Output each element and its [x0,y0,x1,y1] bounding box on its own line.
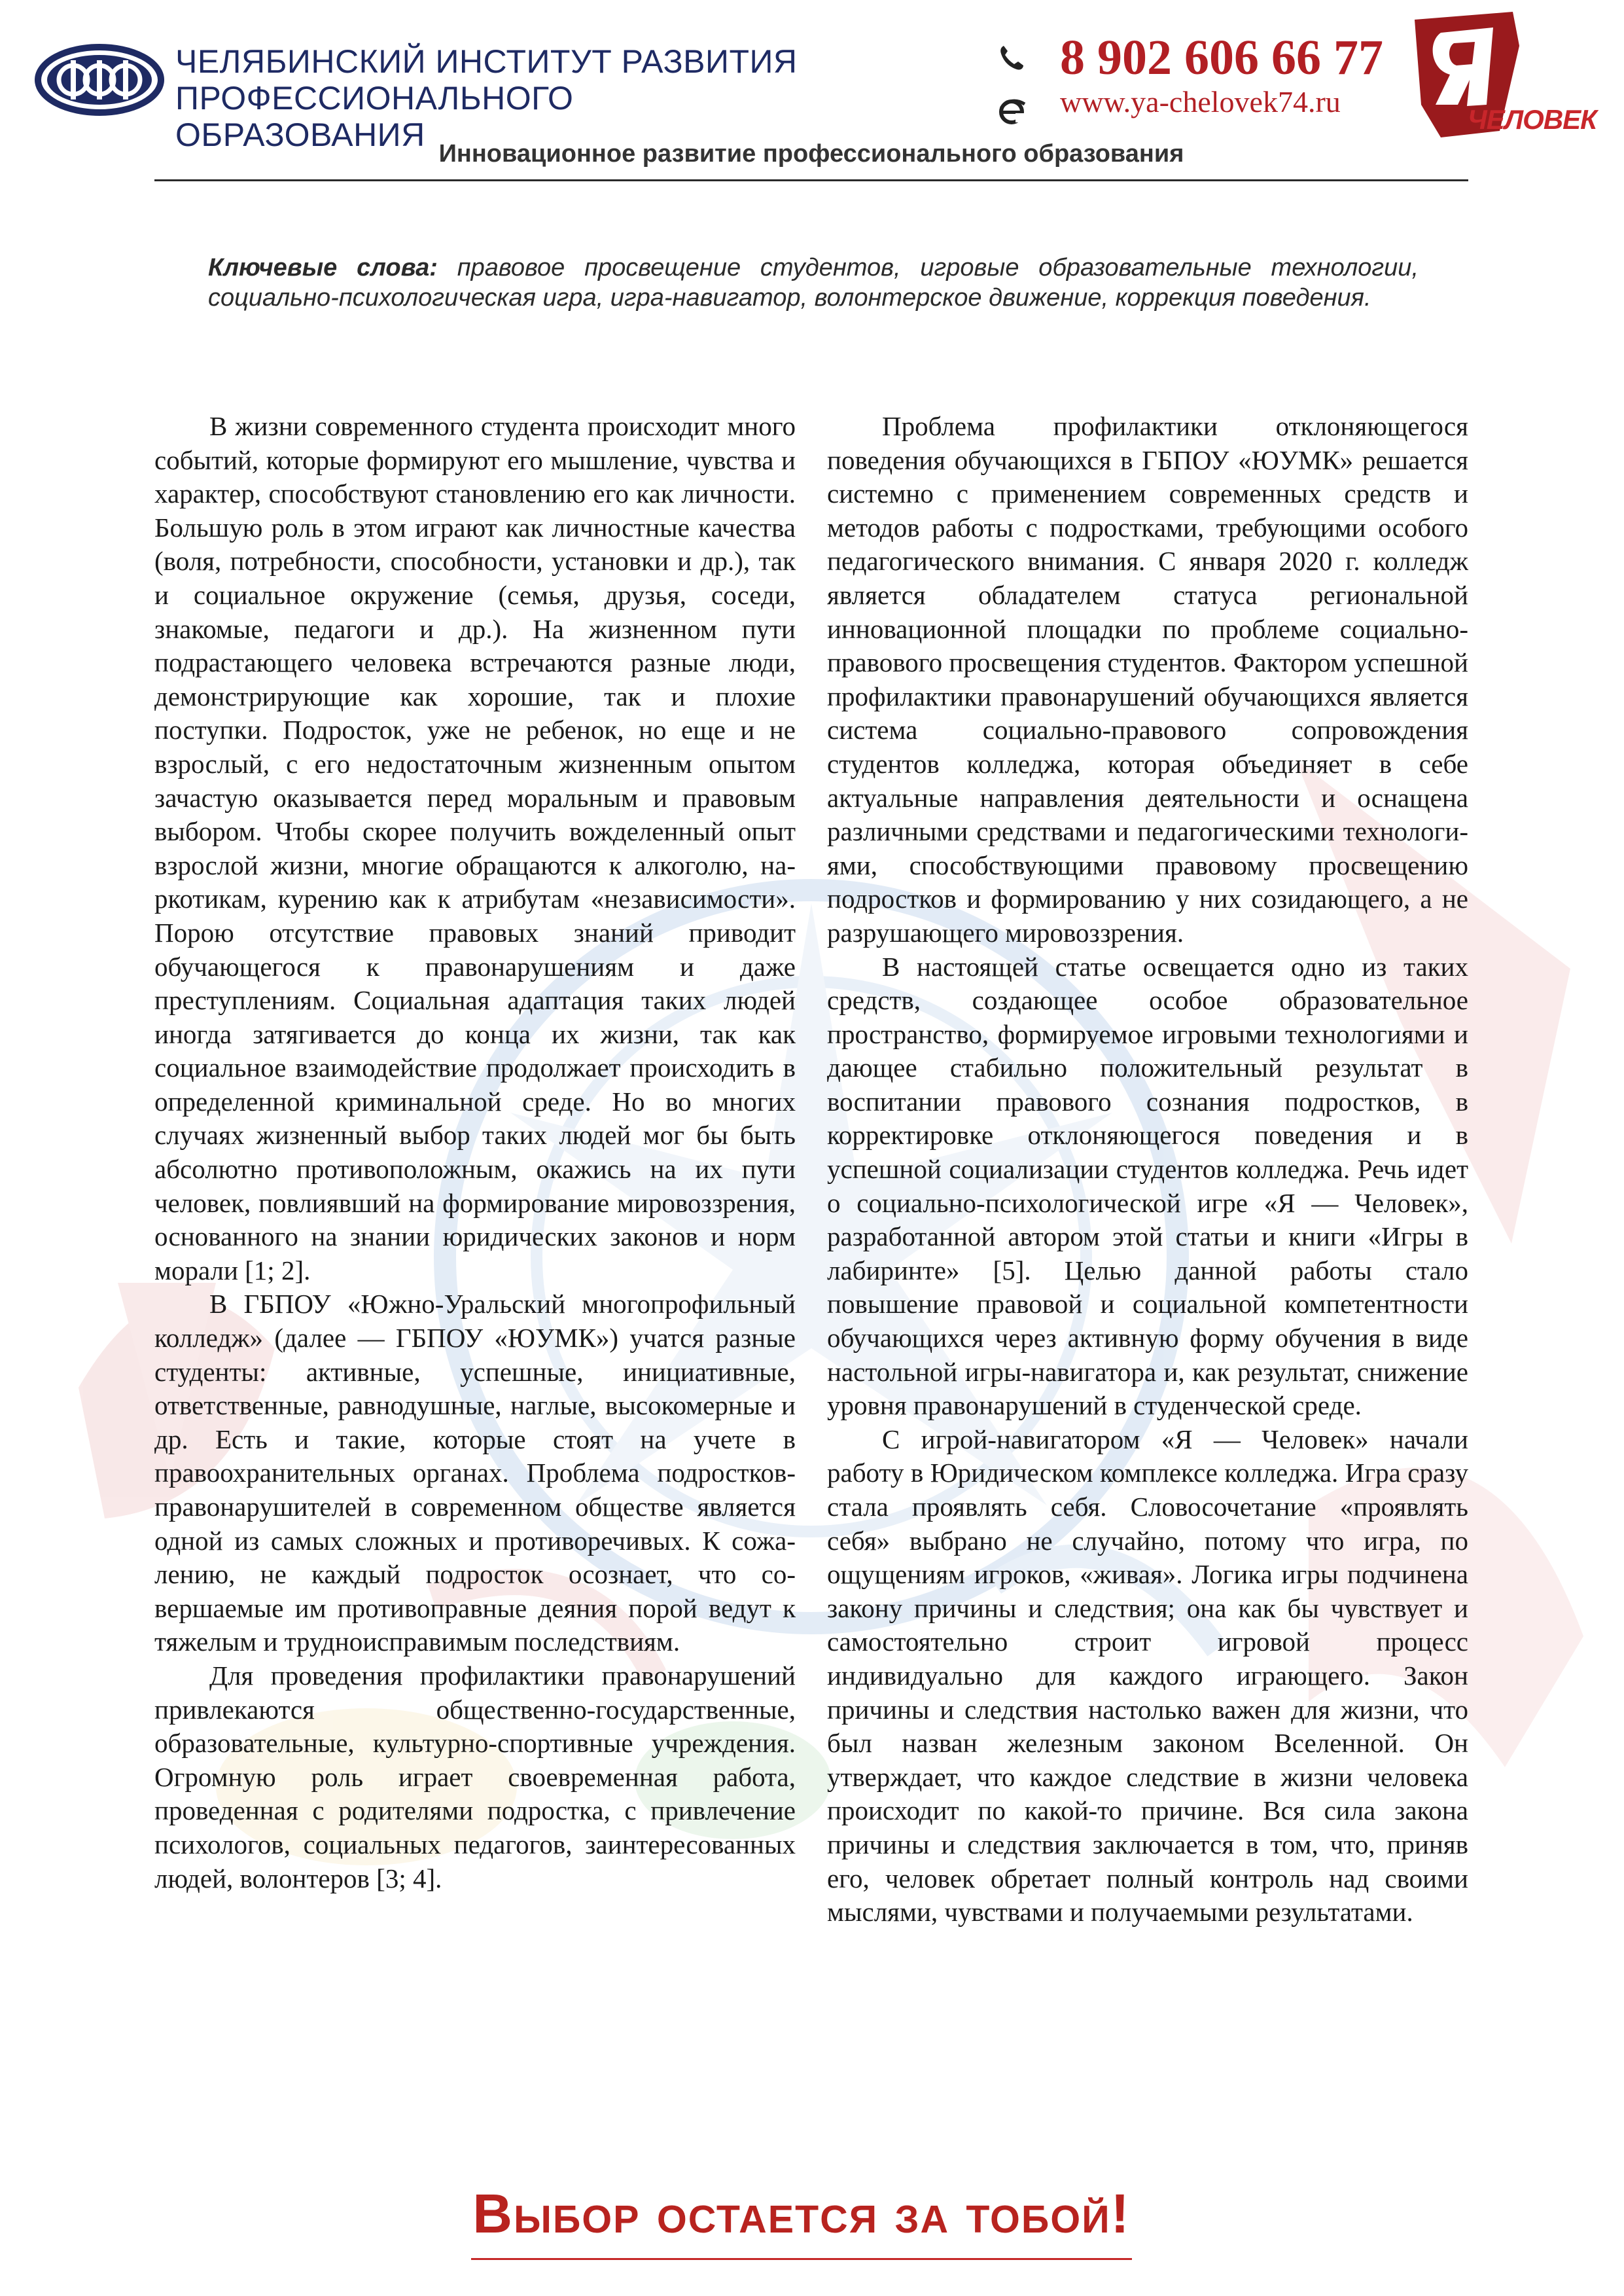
website-link[interactable]: www.ya-chelovek74.ru [1060,85,1341,118]
keywords-block [208,253,1419,313]
footer-slogan: Выбор остается за тобой! [472,2183,1131,2244]
article-left-column [154,410,796,1895]
paragraph: В ГБПОУ «Южно-Уральский многопрофильный колледж» (далее — ГБПОУ «ЮУМК») учатся разные студенты: активные, успешные, инициативные, ответственные, равнодушные, наглые, высокомерные и др. Есть и такие, которые стоят на учете в правоохранительных органах. Проблема подростков-правонарушителей в современном обществе является одной из самых сложных и противоречивых. К сожалению, не каждый подросток осознает, что совершаемые им противоправные деяния порой ведут к тяжелым и трудноисправимым последствиям. [154,1289,796,1657]
footer-divider [471,2258,1132,2260]
paragraph: Для проведения профилактики правонарушений привлекаются общественно-государственные, образовательные, культурно-спортивные учреждения. Огромную роль играет своевременная работа, проведенная с родителями подростка, с привлечение психологов, социальных педагогов, заинтересованных людей, волонтеров [3; 4]. [154,1660,796,1893]
phone-icon [996,42,1027,73]
brand-caption: ЧЕЛОВЕК [1468,104,1597,135]
paragraph: В жизни современного студента происходит много событий, которые формируют его мышление, чувства и характер, способствуют становлению его как личности. Большую роль в этом играют как личностные качества (воля, потребности, способности, установки и др.), так и социальное окружение (семья, друзья, соседи, знакомые, педагоги и др.). На жизненном пути подрастающего человека встречаются разные люди, демонстрирующие как хорошие, так и плохие поступки. Подросток, уже не ребенок, но еще и не взрослый, с его недостаточным жизненным опытом зачастую оказывается перед моральным и правовым выбором. Чтобы скорее получить вожделенный опыт взрослой жизни, многие обращаются к алкоголю, наркотикам, курению как к атрибутам «независимости». Порою отсутствие правовых знаний приводит обучающегося к правонарушениям и даже преступлениям. Социальная адаптация таких людей иногда затягивается до конца их жизни, так как социальное взаимодействие продолжает происходить в определенной криминальной среде. Но во многих случаях жизненный выбор таких людей мог бы быть абсолютно противоположным, окажись на их пути человек, повлиявший на формирование мировоззрения, основанного на знании юридических законов и норм морали [1; 2]. [154,411,796,1285]
page-subtitle: Инновационное развитие профессионального образования [438,140,1184,168]
web-icon [996,95,1027,126]
paragraph: В настоящей статье освещается одно из таких средств, создающее особое образовательное пространство, формируемое игровыми технологиями и дающее стабильно положительный результат в воспитании правового сознания подростков, в корректировке отклоняющегося поведения и в успешной социализации студентов колледжа. Речь идет о социально-психологической игре «Я — Человек», разработанной автором этой статьи и книги «Игры в лабиринте» [5]. Целью данной работы стало повышение правовой и социальной компетентности обучающихся через активную форму обучения в виде настольной игры-навигатора и, как результат, снижение уровня правонарушений в студенческой среде. [827,951,1468,1421]
paragraph: С игрой-навигатором «Я — Человек» начали работу в Юридическом комплексе колледжа. Игра сразу стала проявлять себя. Словосочетание «проявлять себя» выбрано не случайно, потому что игра, по ощущениям игроков, «живая». Логика игры подчинена закону причины и следствия; она как бы чувствует и самостоятельно строит игровой процесс индивидуально для каждого играющего. Закон причины и следствия настолько важен для жизни, что был назван железным законом Вселенной. Он утверждает, что каждое следствие в жизни человека происходит по какой-то причине. Вся сила закона причины и следствия заключается в том, что, приняв его, человек обретает полный контроль над своими мыслями, чувствами и получаемыми результатами. [827,1424,1468,1928]
phone-number: 8 902 606 66 77 [1060,30,1383,85]
paragraph: Проблема профилактики отклоняющегося поведения обучающихся в ГБПОУ «ЮУМК» решается системно с применением современных средств и методов работы с подростками, требующими особого педагогического внимания. С января 2020 г. колледж является обладателем статуса региональной инновационной площадки по проблеме социально-правового просвещения студентов. Фактором успешной профилактики правонарушений обучающихся является система социально-правового сопровождения студентов колледжа, которая объединяет в себе актуальные направления деятельности и оснащена различными средствами и педагогическими технологиями, способствующими правовому просвещению подростков и формированию у них созидающего, а не разрушающего мировоззрения. [827,411,1468,948]
keywords-text: правовое просвещение студентов, игровые образовательные технологии, социально-психологическая игра, игра-навигатор, волонтерское движение, коррекция поведения. [208,254,1419,312]
institute-name-line-1: ЧЕЛЯБИНСКИЙ ИНСТИТУТ РАЗВИТИЯ [175,43,798,80]
article-right-column [827,410,1468,1929]
institute-name-line-2: ПРОФЕССИОНАЛЬНОГО ОБРАЗОВАНИЯ [175,80,574,153]
institute-logo-icon [34,41,165,119]
header-divider [154,179,1468,181]
keywords-label: Ключевые слова: [208,254,438,281]
